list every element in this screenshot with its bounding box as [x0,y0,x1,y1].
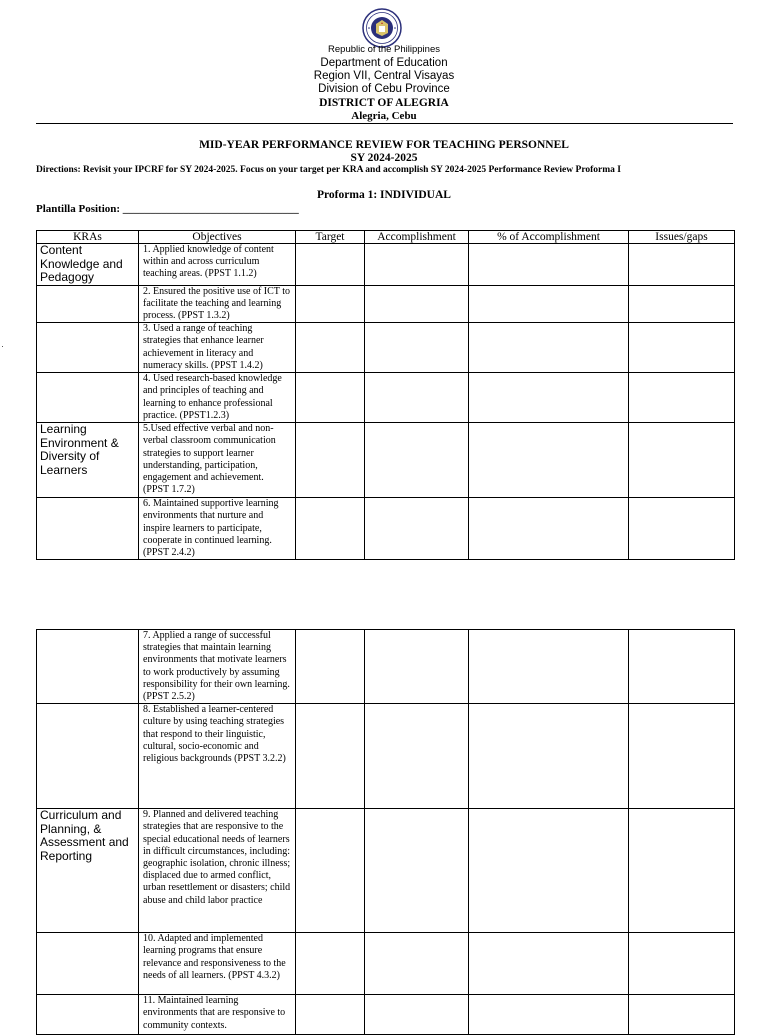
accomplishment-cell[interactable] [365,995,469,1035]
table-row [37,704,735,809]
issues-cell[interactable] [629,704,735,809]
kra-cell [37,373,139,423]
kra-cell [37,933,139,995]
accomplishment-cell[interactable] [365,498,469,560]
objective-cell: 9. Planned and delivered teaching strategies that are responsive to the special educational needs of learners in difficult circumstances, including: geographic isolation, chronic illness; displaced due to armed conflict, urban resettlement or disasters; child abuse and child labor practice [139,809,296,933]
issues-cell[interactable] [629,423,735,498]
performance-table-page-2 [36,629,735,1035]
percent-cell[interactable] [469,423,629,498]
directions-text: Directions: Revisit your IPCRF for SY 2024-2025. Focus on your target per KRA and accomplish SY 2024-2025 Performance Review Proforma I [36,165,621,175]
table-row [37,933,735,995]
district-line: DISTRICT OF ALEGRIA [319,97,449,109]
percent-cell[interactable] [469,373,629,423]
table-row [37,630,735,704]
objective-cell: 4. Used research-based knowledge and principles of teaching and learning to enhance professional practice. (PPST1.2.3) [139,373,296,423]
percent-cell[interactable] [469,704,629,809]
table-row [37,323,735,373]
percent-cell[interactable] [469,933,629,995]
issues-cell[interactable] [629,498,735,560]
table-row [37,285,735,323]
performance-table-page-1 [36,230,735,560]
header-percent-accomplishment: % of Accomplishment [469,231,629,244]
header-issues-gaps: Issues/gaps [629,231,735,244]
objective-cell: 1. Applied knowledge of content within and across curriculum teaching areas. (PPST 1.1.2) [139,244,296,286]
kra-cell [37,995,139,1035]
header-divider [36,123,733,124]
accomplishment-cell[interactable] [365,373,469,423]
objective-cell: 11. Maintained learning environments that are responsive to community contexts. [139,995,296,1035]
percent-cell[interactable] [469,323,629,373]
objective-cell: 8. Established a learner-centered culture by using teaching strategies that respond to their linguistic, cultural, socio-economic and religious backgrounds (PPST 3.2.2) [139,704,296,809]
department-line: Department of Education [320,57,448,69]
kra-cell [37,323,139,373]
table-row [37,373,735,423]
header-target: Target [296,231,365,244]
issues-cell[interactable] [629,323,735,373]
accomplishment-cell[interactable] [365,630,469,704]
target-cell[interactable] [296,704,365,809]
issues-cell[interactable] [629,373,735,423]
target-cell[interactable] [296,373,365,423]
objective-cell: 5.Used effective verbal and non-verbal classroom communication strategies to support learner understanding, participation, engagement and achievement. (PPST 1.7.2) [139,423,296,498]
republic-line: Republic of the Philippines [328,44,440,55]
accomplishment-cell[interactable] [365,323,469,373]
kra-cell [37,630,139,704]
table-row [37,995,735,1035]
header-accomplishment: Accomplishment [365,231,469,244]
school-year: SY 2024-2025 [350,152,418,164]
accomplishment-cell[interactable] [365,285,469,323]
percent-cell[interactable] [469,995,629,1035]
target-cell[interactable] [296,933,365,995]
target-cell[interactable] [296,423,365,498]
target-cell[interactable] [296,323,365,373]
target-cell[interactable] [296,995,365,1035]
table-row [37,498,735,560]
kra-cell [37,498,139,560]
plantilla-position-label: Plantilla Position: ________________________________ [36,203,299,215]
table-row [37,244,735,286]
accomplishment-cell[interactable] [365,704,469,809]
target-cell[interactable] [296,244,365,286]
region-line: Region VII, Central Visayas [313,70,455,82]
accomplishment-cell[interactable] [365,244,469,286]
objective-cell: 3. Used a range of teaching strategies that enhance learner achievement in literacy and numeracy skills. (PPST 1.4.2) [139,323,296,373]
issues-cell[interactable] [629,995,735,1035]
kra-cell: Learning Environment & Diversity of Learners [37,423,139,498]
kra-cell [37,704,139,809]
objective-cell: 6. Maintained supportive learning environments that nurture and inspire learners to participate, cooperate in continued learning. (PPST 2.4.2) [139,498,296,560]
accomplishment-cell[interactable] [365,809,469,933]
objective-cell: 2. Ensured the positive use of ICT to facilitate the teaching and learning process. (PPST 1.3.2) [139,285,296,323]
issues-cell[interactable] [629,244,735,286]
stray-mark [2,346,3,347]
issues-cell[interactable] [629,809,735,933]
issues-cell[interactable] [629,630,735,704]
target-cell[interactable] [296,285,365,323]
target-cell[interactable] [296,630,365,704]
issues-cell[interactable] [629,933,735,995]
table-header-row [37,231,735,244]
header-objectives: Objectives [139,231,296,244]
objective-cell: 7. Applied a range of successful strategies that maintain learning environments that motivate learners to work productively by assuming responsibility for their own learning. (PPST 2.5.2) [139,630,296,704]
deped-seal-logo [362,8,402,48]
objective-cell: 10. Adapted and implemented learning programs that ensure relevance and responsiveness to the needs of all learners. (PPST 4.3.2) [139,933,296,995]
accomplishment-cell[interactable] [365,423,469,498]
issues-cell[interactable] [629,285,735,323]
kra-cell: Content Knowledge and Pedagogy [37,244,139,286]
table-row [37,423,735,498]
percent-cell[interactable] [469,285,629,323]
percent-cell[interactable] [469,244,629,286]
kra-cell: Curriculum and Planning, & Assessment and Reporting [37,809,139,933]
target-cell[interactable] [296,809,365,933]
location-line: Alegria, Cebu [351,110,417,122]
table-row [37,809,735,933]
percent-cell[interactable] [469,630,629,704]
header-kras: KRAs [37,231,139,244]
accomplishment-cell[interactable] [365,933,469,995]
division-line: Division of Cebu Province [318,83,450,95]
percent-cell[interactable] [469,498,629,560]
proforma-label: Proforma 1: INDIVIDUAL [317,189,451,201]
document-title: MID-YEAR PERFORMANCE REVIEW FOR TEACHING PERSONNEL [199,139,569,151]
percent-cell[interactable] [469,809,629,933]
kra-cell [37,285,139,323]
target-cell[interactable] [296,498,365,560]
